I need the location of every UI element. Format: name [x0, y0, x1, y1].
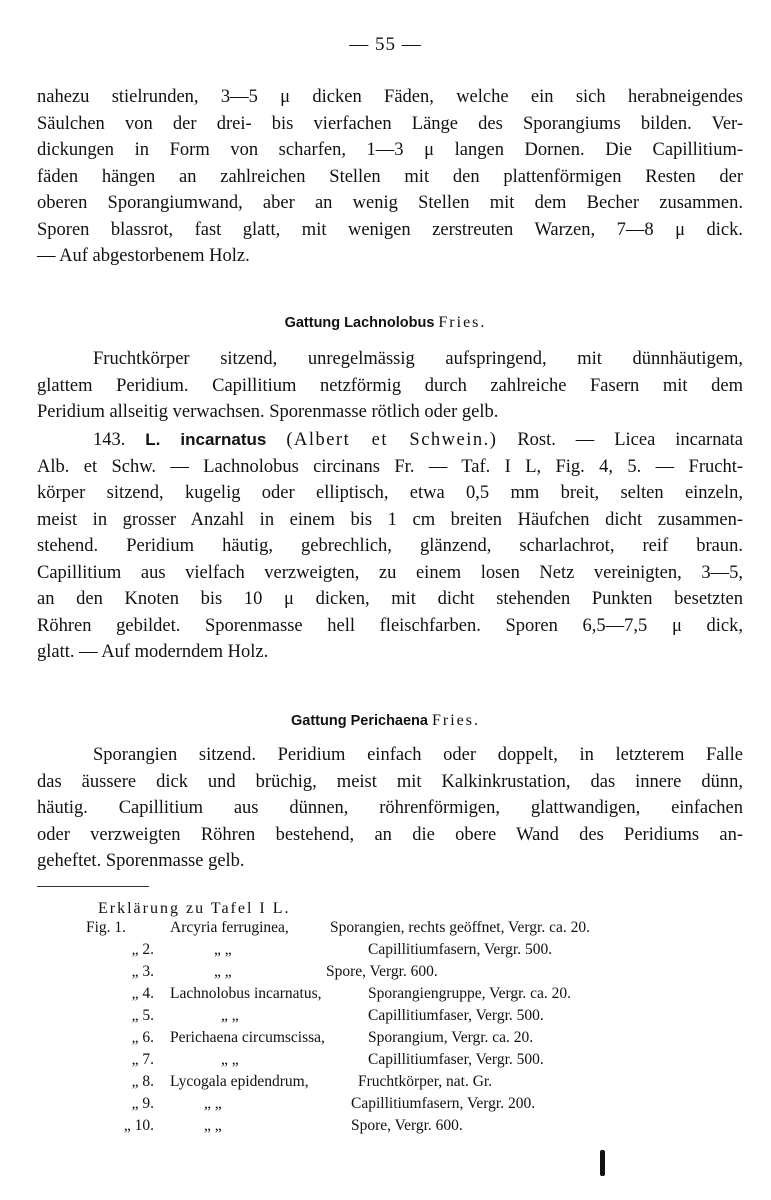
figure-description: Sporangiengruppe, Vergr. ca. 20. — [368, 985, 572, 1002]
text-line: Röhren gebildet. Sporenmasse hell fleischfarben. Sporen 6,5—7,5 μ dick, — [37, 615, 743, 636]
ink-blot-mark — [600, 1150, 605, 1176]
figure-description: Capillitiumfaser, Vergr. 500. — [368, 1051, 544, 1068]
text-line: das äussere dick und brüchig, meist mit Kalkinkrustation, das innere dünn, — [37, 771, 743, 792]
text-line: fäden hängen an zahlreichen Stellen mit den plattenförmigen Resten der — [37, 166, 743, 187]
paragraph-arcyria-description — [37, 84, 743, 270]
figure-description: Sporangien, rechts geöffnet, Vergr. ca. 20. — [330, 919, 590, 936]
text-line: oberen Sporangiumwand, aber an wenig Stellen mit dem Becher zusammen. — [37, 193, 743, 213]
ditto-mark: „ „ — [204, 1117, 222, 1134]
figure-description: Capillitiumfasern, Vergr. 200. — [351, 1095, 536, 1112]
figure-description: Sporangium, Vergr. ca. 20. — [368, 1029, 534, 1046]
ditto-mark: „ „ — [214, 941, 232, 958]
genus-author: Fries. — [431, 712, 480, 729]
species-name: L. incarnatus — [145, 430, 267, 449]
text-line: körper sitzend, kugelig oder elliptisch, etwa 0,5 mm breit, selten einzeln, — [37, 483, 743, 503]
text-line: an den Knoten bis 10 μ dicken, mit dicht stehenden Punkten besetzten — [37, 589, 743, 609]
species-heading-line — [37, 427, 743, 454]
text-line: meist in grosser Anzahl in einem bis 1 cm breiten Häufchen dicht zusammen- — [37, 509, 743, 530]
text-line: Sporangien sitzend. Peridium einfach oder doppelt, in letzterem Falle — [93, 745, 743, 765]
figure-number: „ 2. — [131, 941, 154, 958]
species-number: 143. — [93, 430, 126, 450]
footnote-divider — [37, 886, 149, 887]
species-synonym: Rost. — Licea incarnata — [517, 430, 744, 450]
figure-description: Fruchtkörper, nat. Gr. — [358, 1073, 493, 1090]
species-label: Lycogala epidendrum, — [170, 1073, 309, 1090]
figure-number: „ 7. — [131, 1051, 154, 1068]
text-line: oder verzweigten Röhren bestehend, an die obere Wand des Peridiums an- — [37, 824, 743, 845]
text-line: Capillitium aus vielfach verzweigten, zu einem losen Netz vereinigten, 3—5, — [37, 562, 743, 583]
text-line: Peridium allseitig verwachsen. Sporenmasse rötlich oder gelb. — [37, 402, 499, 422]
paragraph-perichaena-genus — [37, 742, 743, 875]
figure-description: Capillitiumfasern, Vergr. 500. — [368, 941, 553, 958]
page-number: — 55 — — [349, 34, 422, 55]
figure-number: „ 8. — [131, 1073, 154, 1090]
figure-number: „ 4. — [131, 985, 154, 1002]
genus-author: Fries. — [438, 314, 487, 331]
figure-number: Fig. 1. — [86, 919, 127, 936]
figure-description: Spore, Vergr. 600. — [326, 963, 438, 980]
text-line: häutig. Capillitium aus dünnen, röhrenförmigen, glattwandigen, einfachen — [37, 798, 743, 818]
figure-number: „ 3. — [131, 963, 154, 980]
text-line: geheftet. Sporenmasse gelb. — [37, 851, 245, 871]
text-line: glatt. — Auf moderndem Holz. — [37, 642, 269, 662]
figure-description: Spore, Vergr. 600. — [351, 1117, 463, 1134]
figure-number: „ 9. — [131, 1095, 154, 1112]
species-label: Perichaena circumscissa, — [170, 1029, 325, 1046]
genus-heading-perichaena — [0, 712, 771, 730]
text-line: Fruchtkörper sitzend, unregelmässig aufspringend, mit dünnhäutigem, — [93, 349, 743, 369]
ditto-mark: „ „ — [204, 1095, 222, 1112]
text-line: — Auf abgestorbenem Holz. — [37, 246, 250, 266]
figure-number: „ 6. — [131, 1029, 154, 1046]
text-line: glattem Peridium. Capillitium netzförmig durch zahlreiche Fasern mit dem — [37, 375, 743, 396]
plate-legend-title: Erklärung zu Tafel I L. — [98, 900, 291, 917]
species-entry-143 — [37, 427, 743, 666]
ditto-mark: „ „ — [221, 1007, 239, 1024]
species-label: Arcyria ferruginea, — [170, 919, 289, 936]
genus-name: Gattung Lachnolobus — [284, 315, 435, 331]
genus-heading-lachnolobus — [0, 314, 771, 332]
text-line: dickungen in Form von scharfen, 1—3 μ langen Dornen. Die Capillitium- — [37, 140, 743, 160]
species-authors: (Albert et Schwein.) — [286, 430, 498, 450]
genus-name: Gattung Perichaena — [291, 713, 428, 729]
species-label: Lachnolobus incarnatus, — [170, 985, 322, 1002]
ditto-mark: „ „ — [221, 1051, 239, 1068]
text-line: nahezu stielrunden, 3—5 μ dicken Fäden, welche ein sich herabneigendes — [37, 87, 743, 107]
text-line: stehend. Peridium häutig, gebrechlich, glänzend, scharlachrot, reif braun. — [37, 536, 743, 556]
text-line: Sporen blassrot, fast glatt, mit wenigen zerstreuten Warzen, 7—8 μ dick. — [37, 219, 743, 240]
text-line: Säulchen von der drei- bis vierfachen Länge des Sporangiums bilden. Ver- — [37, 113, 743, 134]
paragraph-lachnolobus-genus — [37, 346, 743, 426]
figure-description: Capillitiumfaser, Vergr. 500. — [368, 1007, 544, 1024]
figure-number: „ 10. — [123, 1117, 154, 1134]
figure-number: „ 5. — [131, 1007, 154, 1024]
ditto-mark: „ „ — [214, 963, 232, 980]
text-line: Alb. et Schw. — Lachnolobus circinans Fr. — Taf. I L, Fig. 4, 5. — Frucht- — [37, 456, 743, 477]
